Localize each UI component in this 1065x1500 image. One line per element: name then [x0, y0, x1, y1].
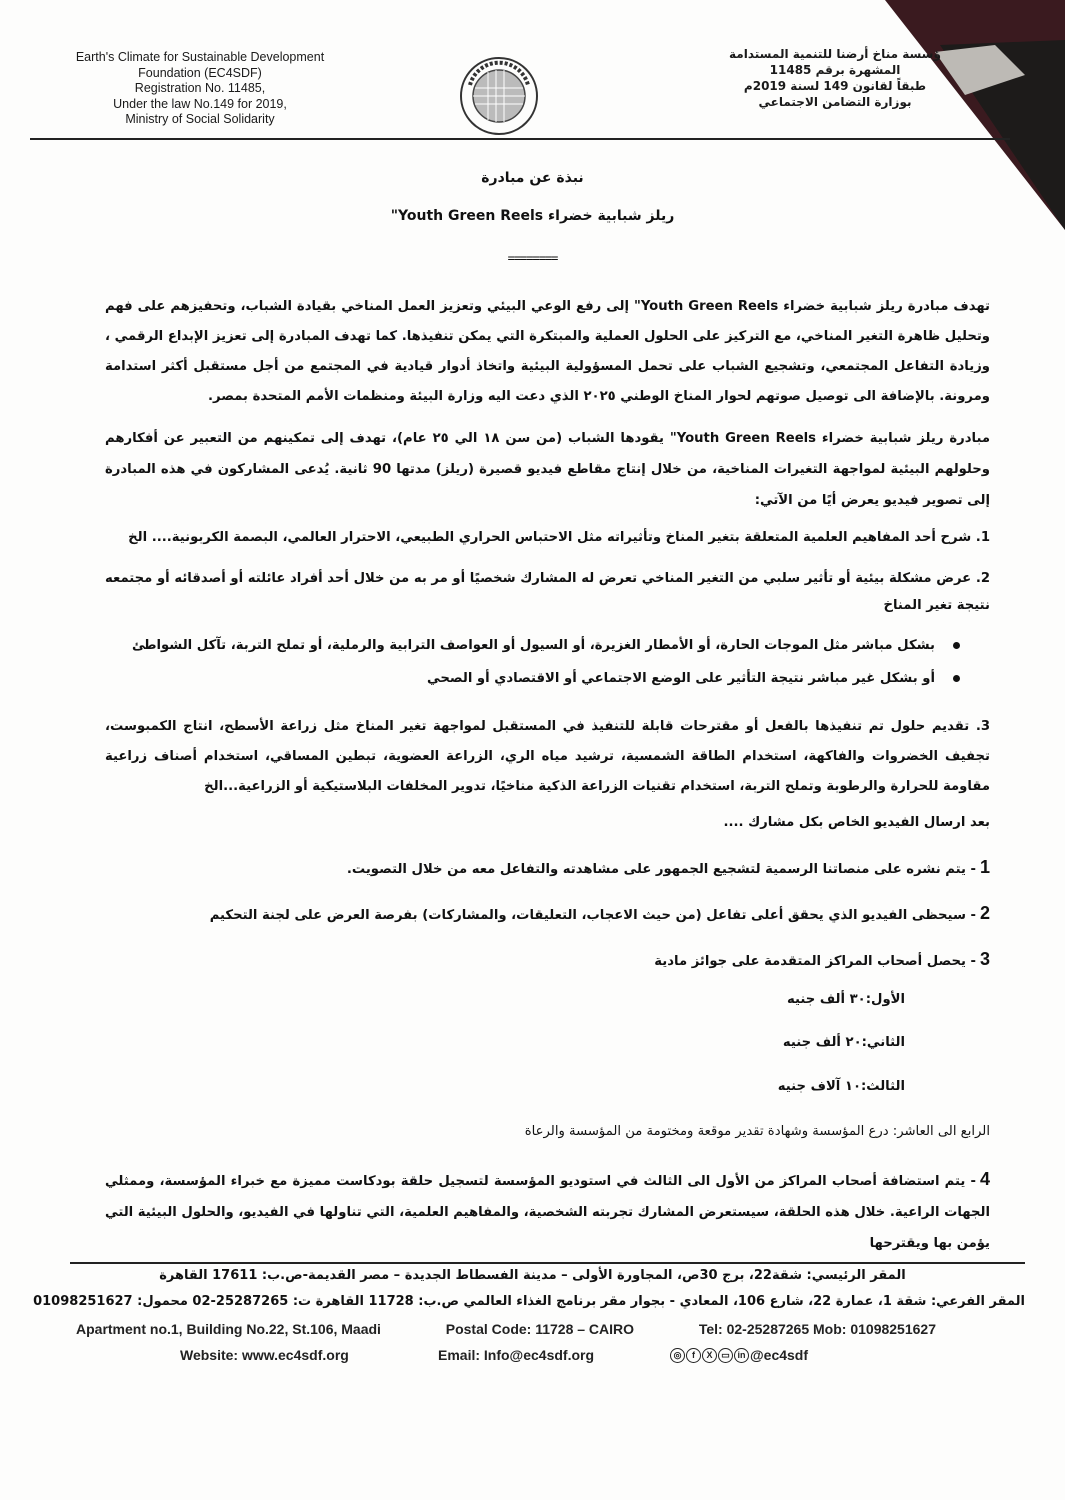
youtube-icon[interactable]: ▭	[718, 1348, 733, 1363]
step-3	[654, 949, 990, 970]
item-text: تقديم حلول تم تنفيذها بالفعل أو مقترحات قابلة للتنفيذ في المستقبل لمواجهة تغير المناخ مثل زراعة الأسطح، انتاج الكمبوست، تجفيف الخضروات والفاكهة، استخدام الطاقة الشمسية، ترشيد مياه الري، الزراعة العضوية، تبطين المساقي، استخدام أصناف زراعية مقاومة للحرارة والرطوبة وتملح التربة، استخدام تقنيات الزراعة الذكية مناخيًا، تدوير المخلفات البلاستيكية أو الزراعية...الخ	[105, 719, 990, 794]
prize-fourth-to-tenth: الرابع الى العاشر: درع المؤسسة وشهادة تقدير موقعة ومختومة من المؤسسة والرعاة	[524, 1124, 990, 1139]
header-arabic-block	[700, 46, 970, 110]
header-en-line: Registration No. 11485,	[134, 81, 266, 95]
footer-email[interactable]: Email: Info@ec4sdf.org	[438, 1347, 595, 1363]
foundation-logo-seal	[458, 55, 540, 137]
header-en-line: Under the law No.149 for 2019,	[113, 96, 287, 111]
instagram-icon[interactable]: ◎	[670, 1348, 685, 1363]
step-text: - يتم استضافة أصحاب المراكز من الأول الى الثالث في استوديو المؤسسة لتسجيل حلقة بودكاست مميزة مع خبراء المؤسسة، وممثلي الجهات الراعية. خلال هذه الحلقة، سيستعرض المشارك تجربته الشخصية، والمفاهيم العلمية، التي تناولها في الفيديو، والحلول البيئية التي يؤمن بها ويقترحها	[105, 1174, 990, 1251]
header-english-block	[60, 50, 340, 128]
footer-social	[670, 1347, 808, 1363]
x-icon[interactable]: X	[702, 1348, 717, 1363]
item-number: 3.	[975, 719, 991, 734]
step-number: 4	[979, 1169, 990, 1189]
step-2	[210, 903, 990, 924]
list-item-2	[105, 565, 990, 619]
item-number: 2.	[975, 571, 991, 586]
footer-main-office: المقر الرئيسي: شقة22، برج 30ص، المجاورة الأولى – مدينة الفسطاط الجديدة – مصر القديمة-ص.ب: 17611 القاهرة	[159, 1268, 906, 1283]
intro-paragraph: تهدف مبادرة ريلز شبابية خضراء Youth Green Reels" إلى رفع الوعي البيئي وتعزيز العمل المناخي بقيادة الشباب، وتحفيزهم على فهم وتحليل ظاهرة التغير المناخي، مع التركيز على الحلول العملية والمبتكرة التي يمكن تنفيذها. كما تهدف المبادرة إلى تعزيز الإبداع الرقمي ، وزيادة التفاعل المجتمعي، وتشجيع الشباب على تحمل المسؤولية البيئية واتخاذ أدوار قيادية في المجتمع من أجل مستقبل أكثر استدامة ومرونة. بالإضافة الى توصيل صوتهم لحوار المناخ الوطني ٢٠٢٥ الذي دعت اليه وزارة البيئة ومنظمات الأمم المتحدة بمصر.	[105, 299, 990, 404]
bullet-text: أو بشكل غير مباشر نتيجة التأثير على الوضع الاجتماعي أو الاقتصادي أو الصحي	[427, 671, 935, 686]
linkedin-icon[interactable]: in	[734, 1348, 749, 1363]
footer-english-contact	[76, 1321, 936, 1337]
step-number: 3	[979, 949, 990, 969]
initiative-name: ريلز شبابية خضراء Youth Green Reels"	[390, 208, 675, 224]
facebook-icon[interactable]: f	[686, 1348, 701, 1363]
footer-phone: Tel: 02-25287265 Mob: 01098251627	[698, 1321, 936, 1337]
bullet-icon	[953, 642, 960, 649]
header-ar-line: بوزارة التضامن الاجتماعي	[758, 95, 912, 109]
bullet-text: بشكل مباشر مثل الموجات الحارة، أو الأمطار الغزيرة، أو السيول أو العواصف الترابية والرملية، أو تملح التربة، تآكل الشواطئ	[132, 638, 935, 653]
bullet-item	[105, 671, 960, 686]
after-video-heading: بعد ارسال الفيديو الخاص بكل مشارك ....	[723, 815, 990, 830]
description-paragraph: مبادرة ريلز شبابية خضراء Youth Green Reels" يقودها الشباب (من سن ١٨ الي ٢٥ عام)، تهدف إلى تمكينهم من التعبير عن أفكارهم وحلولهم البيئية لمواجهة التغيرات المناخية، من خلال إنتاج مقاطع فيديو قصيرة (ريلز) مدتها 90 ثانية. يُدعى المشاركون في هذه المبادرة إلى تصوير فيديو يعرض أيًا من الآتي:	[105, 431, 990, 508]
header-ar-line: طبقاً لقانون 149 لسنة 2019م	[743, 79, 927, 93]
header-en-line: Earth's Climate for Sustainable Development	[75, 50, 325, 64]
footer-address: Apartment no.1, Building No.22, St.106, Maadi	[76, 1321, 381, 1337]
header-ar-line: المشهرة برقم 11485	[769, 63, 901, 77]
footer-postal-code: Postal Code: 11728 – CAIRO	[445, 1321, 635, 1337]
step-text: - سيحظى الفيديو الذي يحقق أعلى تفاعل (من حيث الاعجاب، التعليقات، والمشاركات) بفرصة العرض على لجنة التحكيم	[209, 908, 976, 923]
item-text: شرح أحد المفاهيم العلمية المتعلقة بتغير المناخ وتأثيراته مثل الاحتباس الحراري الطبيعي، الاحترار العالمي، البصمة الكربونية.... الخ	[128, 530, 972, 545]
bullet-item	[105, 638, 960, 653]
item-text: عرض مشكلة بيئية أو تأثير سلبي من التغير المناخي تعرض له المشارك شخصيًا أو مر به من خلال أحد أفراد عائلته أو أصدقائه أو مجتمعه نتيجة تغير المناخ	[105, 571, 990, 613]
title-separator: ========	[507, 251, 558, 265]
bullet-icon	[953, 675, 960, 682]
step-1	[347, 857, 990, 878]
footer-divider	[70, 1262, 1025, 1264]
step-number: 2	[979, 903, 990, 923]
header-ar-line: ؤسسة مناخ أرضنا للتنمية المستدامة	[729, 47, 941, 61]
step-number: 1	[979, 857, 990, 877]
item-number: 1.	[975, 530, 990, 545]
footer-website[interactable]: Website: www.ec4sdf.org	[180, 1347, 349, 1363]
step-text: - يحصل أصحاب المراكز المتقدمة على جوائز مادية	[654, 954, 976, 969]
list-item-1	[105, 524, 990, 552]
prize-second: الثاني:٢٠ ألف جنيه	[782, 1035, 905, 1050]
prize-first: الأول:٣٠ ألف جنيه	[786, 992, 905, 1007]
prize-third: الثالث:١٠ آلاف جنيه	[777, 1079, 905, 1094]
document-title: نبذة عن مبادرة	[481, 170, 584, 186]
step-4	[105, 1164, 990, 1259]
social-handle: @ec4sdf	[750, 1347, 809, 1363]
step-text: - يتم نشره على منصاتنا الرسمية لتشجيع الجمهور على مشاهدته والتفاعل معه من خلال التصويت.	[346, 862, 976, 877]
list-item-3	[105, 712, 990, 802]
header-en-line: Ministry of Social Solidarity	[125, 112, 275, 126]
header-divider	[30, 138, 1010, 140]
header-en-line: Foundation (EC4SDF)	[138, 65, 262, 80]
footer-branch-office: المقر الفرعي: شقة 1، عمارة 22، شارع 106، المعادي - بجوار مقر برنامج الغذاء العالمي ص.ب: 11728 القاهرة ت: 25287265-02 محمول: 01098251627	[33, 1294, 1025, 1309]
